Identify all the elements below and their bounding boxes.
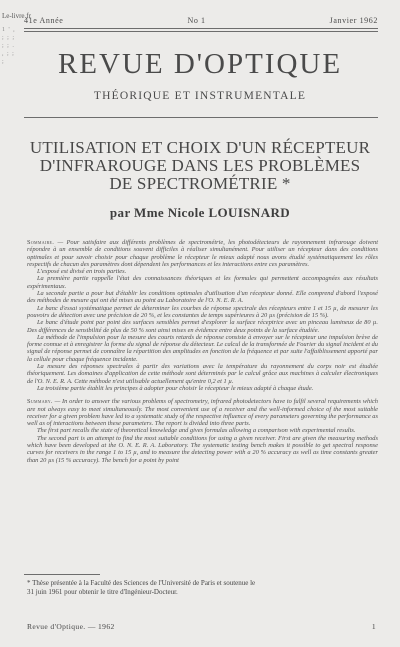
sommaire-label: Sommaire.: [27, 239, 55, 246]
article-author: par Mme Nicole LOUISNARD: [109, 205, 291, 220]
footnote: [27, 579, 376, 597]
summary-paragraph: The first part recalls the state of theoretical knowledge and gives formulas allowing a comparison with experimental results.: [37, 427, 356, 435]
sommaire-paragraph: La troisième partie établit les principes à adopter pour choisir le récepteur le mieux adapté à chaque étude.: [37, 384, 314, 392]
masthead-rule: [24, 117, 378, 118]
header-rule-top: [24, 28, 378, 29]
sommaire-paragraph: Le banc d'essai systématique permet de déterminer les courbes de réponse spectrale des récepteurs entre 1 et 15 µ, de mesurer les pouvoirs de détection avec une précision de 20 %, et les constantes de temps supérieures à 20 µs (précision de 15 %).: [27, 304, 378, 319]
page-number: 1: [371, 622, 376, 631]
sommaire-paragraph: La méthode de l'impulsion pour la mesure des courts retards de réponse consiste à envoyer sur le récepteur une impulsion brève de forme connue et à enregistrer la forme du signal de réponse du détecteur. Le calcul de la transformée de Fourier du signal incident et du signal de réponse permet de connaître la répartition des amplitudes en fonction de la fréquence et par suite l'affaiblissement apporté par la cellule pour chaque fréquence incidente.: [27, 333, 378, 363]
footnote-rule: [24, 574, 100, 575]
abstract-body: [27, 239, 378, 464]
issue-header: [24, 16, 378, 25]
sommaire-paragraph: Sommaire. — Pour satisfaire aux différents problèmes de spectrométrie, les photodétecteurs de rayonnement infrarouge doivent répondre à un ensemble de conditions souvent difficiles à réaliser simultanément. Pour utiliser un récepteur dans des conditions optimales et pour savoir choisir pour chaque problème le récepteur le mieux adapté nous avons étudié systématiquement les rôles respectifs de chacun des paramètres dont dépendent les performances et les interactions entre ces paramètres.: [27, 239, 378, 268]
sommaire-paragraph: La seconde partie a pour but d'établir les conditions optimales d'utilisation d'un récepteur donné. Elle comprend d'abord l'exposé des méthodes de mesure qui ont été mises au point au Laboratoire de l'O. N. E. R. A.: [27, 290, 378, 305]
footnote-line: 31 juin 1961 pour obtenir le titre d'Ingénieur-Docteur.: [27, 588, 178, 596]
issue-date: Janvier 1962: [329, 16, 378, 25]
sommaire-paragraph: L'exposé est divisé en trois parties.: [37, 268, 127, 276]
summary-label: Summary.: [27, 398, 53, 406]
page-footer: [27, 622, 376, 631]
article-title-line: D'INFRAROUGE DANS LES PROBLÈMES: [39, 156, 361, 175]
sommaire-paragraph: Le banc d'étude point par point des surfaces sensibles permet d'explorer la surface réceptrice avec un pinceau lumineux de 80 µ. Des différences de sensibilité de plus de 50 % sont ainsi mises en évidence entre deux points de la surface étudiée.: [27, 319, 378, 334]
watermark-note: Le-livre.fr: [2, 12, 31, 20]
article-title-line: DE SPECTROMÉTRIE *: [109, 174, 291, 193]
footnote-line: * Thèse présentée à la Faculté des Sciences de l'Université de Paris et soutenue le: [27, 579, 256, 587]
sommaire-paragraph: La première partie rappelle l'état des connaissances théoriques et les formules qui permettent accompagnées aux résultats expérimentaux.: [27, 275, 378, 290]
article-title-line: UTILISATION ET CHOIX D'UN RÉCEPTEUR: [29, 138, 371, 157]
summary-paragraph: The second part is an attempt to find the most suitable conditions for using a given receiver. First are given the measuring methods which have been developed at the O. N. E. R. A. Laboratory. The systematic testing bench makes it possible to get spectral response curves for receivers in the range 1 to 15 µ, and to measure the detecting power with a 20 % accuracy as well as time constants greater than 20 µs (15 % accuracy). The bench for a point by point: [27, 434, 378, 464]
issue-edition: 41e Année: [24, 16, 64, 25]
journal-title: REVUE D'OPTIQUE: [57, 48, 343, 80]
sommaire-paragraph: La mesure des réponses spectrales à partir des variations avec la température du rayonnement du corps noir est étudiée théoriquement. Les domaines d'application de cette méthode sont déterminés par le calcul grâce aux machines à calculer électroniques de l'O. N. E. R. A. Cette méthode n'est utilisable actuellement qu'entre 0,2 et 1 µ.: [27, 363, 378, 385]
footer-journal: Revue d'Optique. — 1962: [27, 622, 115, 631]
summary-paragraph: Summary. — In order to answer the various problems of spectrometry, infrared photodetectors have to fulfil several requirements which are not always easy to meet simultaneously. The most convenient use of a receiver and the well-informed choice of the most suitable receiver for a given problem have led to a systematic study of the respective influence of every parameters governing the performance as well as of interactions between these parameters. The report is divided into three parts.: [27, 398, 378, 428]
journal-subtitle: THÉORIQUE ET INSTRUMENTALE: [93, 90, 307, 102]
margin-marks: 1 ' , ; ; ; ; ; . , ; ; ;: [2, 27, 16, 65]
article-title: [0, 139, 400, 193]
header-rule-bottom: [24, 31, 378, 32]
issue-number: No 1: [187, 16, 206, 25]
